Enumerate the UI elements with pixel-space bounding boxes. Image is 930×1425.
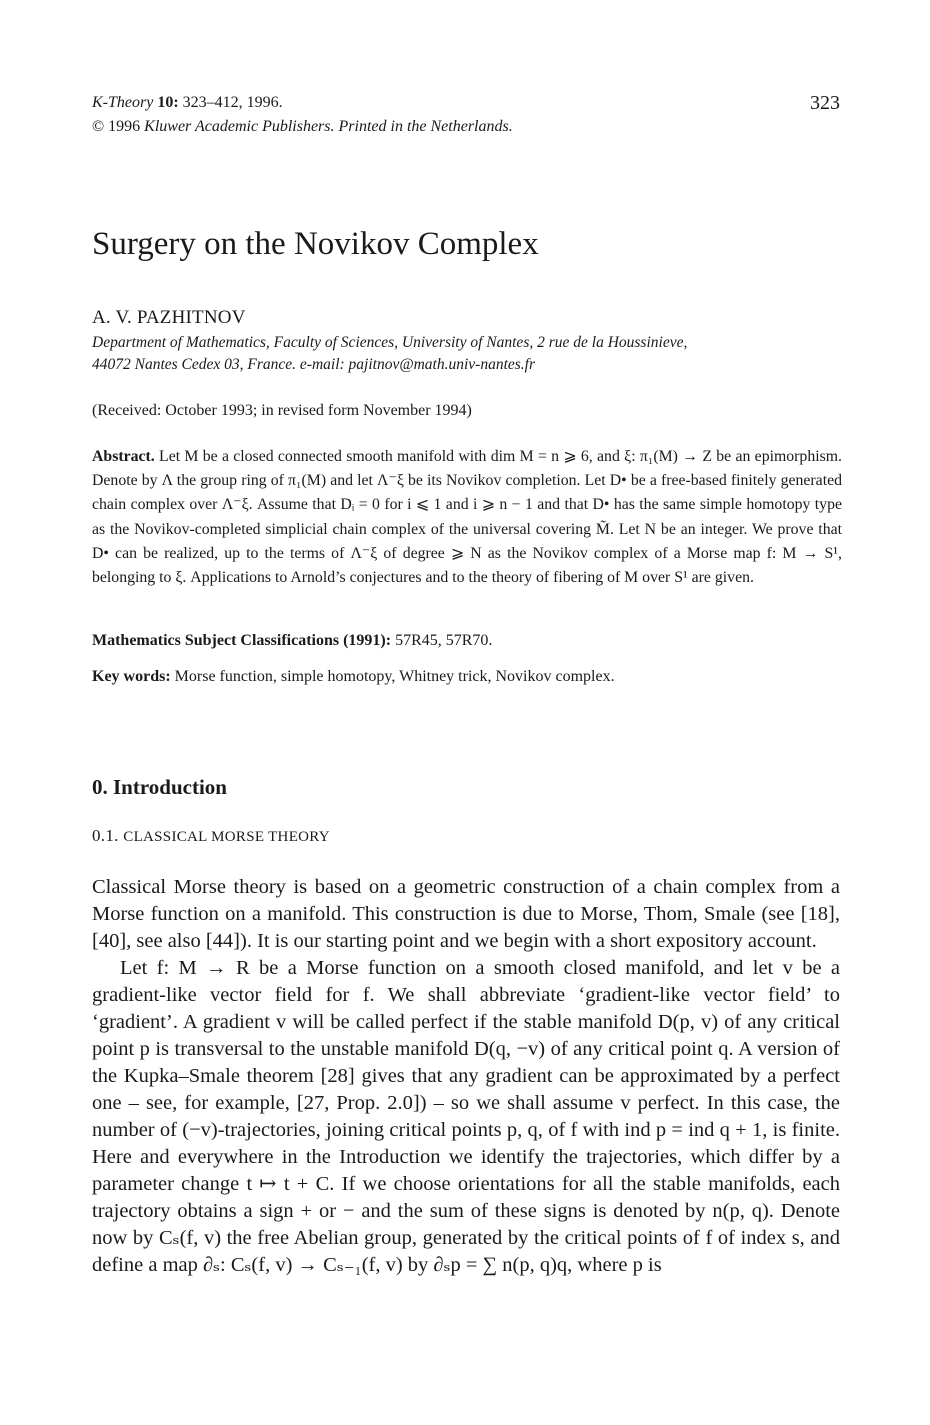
abstract [92,445,842,590]
author-name: A. V. PAZHITNOV [92,307,246,328]
journal-name: K-Theory [92,94,154,111]
affiliation-line-2: 44072 Nantes Cedex 03, France. e-mail: pajitnov@math.univ-nantes.fr [92,356,536,373]
journal-pages: 323–412, 1996. [182,94,283,111]
paragraph-2: Let f: M → R be a Morse function on a smooth closed manifold, and let v be a gradient-like vector field for f. We shall abbreviate ‘gradient-like vector field’ to ‘gradient’. A gradient v will be called perfect if the stable manifold D(p, v) of any critical point p is transversal to the unstable manifold D(q, −v) of any critical point q. A version of the Kupka–Smale theorem [28] gives that any gradient can be approximated by a perfect one – see, for example, [27, Prop. 2.0]) – so we shall assume v perfect. In this case, the number of (−v)-trajectories, joining critical points p, q, of f with ind p = ind q + 1, is finite. Here and everywhere in the Introduction we identify the trajectories, which differ by a parameter change t ↦ t + C. If we choose orientations for all the stable manifolds, each trajectory obtains a sign + or − and the sum of these signs is denoted by n(p, q). Denote now by Cₛ(f, v) the free Abelian group, generated by the critical points of f of index s, and define a map ∂ₛ: Cₛ(f, v) → Cₛ₋₁(f, v) by ∂ₛp = ∑ n(p, q)q, where p is [92,957,840,1276]
keywords-value: Morse function, simple homotopy, Whitney trick, Novikov complex. [174,668,615,685]
paper-title: Surgery on the Novikov Complex [92,226,539,262]
subsection-title: CLASSICAL MORSE THEORY [123,829,330,845]
abstract-label: Abstract. [92,448,155,465]
affiliation-line-1: Department of Mathematics, Faculty of Sciences, University of Nantes, 2 rue de la Houssinieve, [92,334,688,351]
msc-value: 57R45, 57R70. [395,632,493,649]
copyright-symbol: © [92,118,105,135]
publisher: Kluwer Academic Publishers. [144,118,335,135]
msc-label: Mathematics Subject Classifications (1991): [92,632,392,649]
subsection-number: 0.1. [92,826,119,845]
msc-classification [92,632,492,650]
copyright-line [92,116,513,138]
paragraph-1: Classical Morse theory is based on a geometric construction of a chain complex from a Morse function on a manifold. This construction is due to Morse, Thom, Smale (see [18], [40], see also [44]). It is our starting point and we begin with a short expository account. [92,876,840,952]
abstract-text: Let M be a closed connected smooth manifold with dim M = n ⩾ 6, and ξ: π₁(M) → Z be an epimorphism. Denote by Λ the group ring of π₁(M) and let Λ⁻ξ be its Novikov completion. Let D• be a free-based finitely generated chain complex over Λ⁻ξ. Assume that Dᵢ = 0 for i ⩽ 1 and i ⩾ n − 1 and that D• has the same simple homotopy type as the Novikov-completed simplicial chain complex of the universal covering M̃. Let N be an integer. We prove that D• can be realized, up to the terms of Λ⁻ξ of degree ⩾ N as the Novikov complex of a Morse map f: M → S¹, belonging to ξ. Applications to Arnold’s conjectures and to the theory of fibering of M over S¹ are given. [92,448,843,587]
subsection-heading [92,826,330,846]
received-dates: (Received: October 1993; in revised form November 1994) [92,402,472,419]
body-text [92,874,840,1279]
page-number: 323 [810,92,840,114]
keywords-label: Key words: [92,668,171,685]
section-heading: 0. Introduction [92,775,227,799]
keywords [92,668,615,686]
author-affiliation [92,332,852,376]
journal-volume: 10: [157,94,179,111]
journal-citation [92,92,283,114]
copyright-year: 1996 [108,118,141,135]
printed-note: Printed in the Netherlands. [338,118,513,135]
